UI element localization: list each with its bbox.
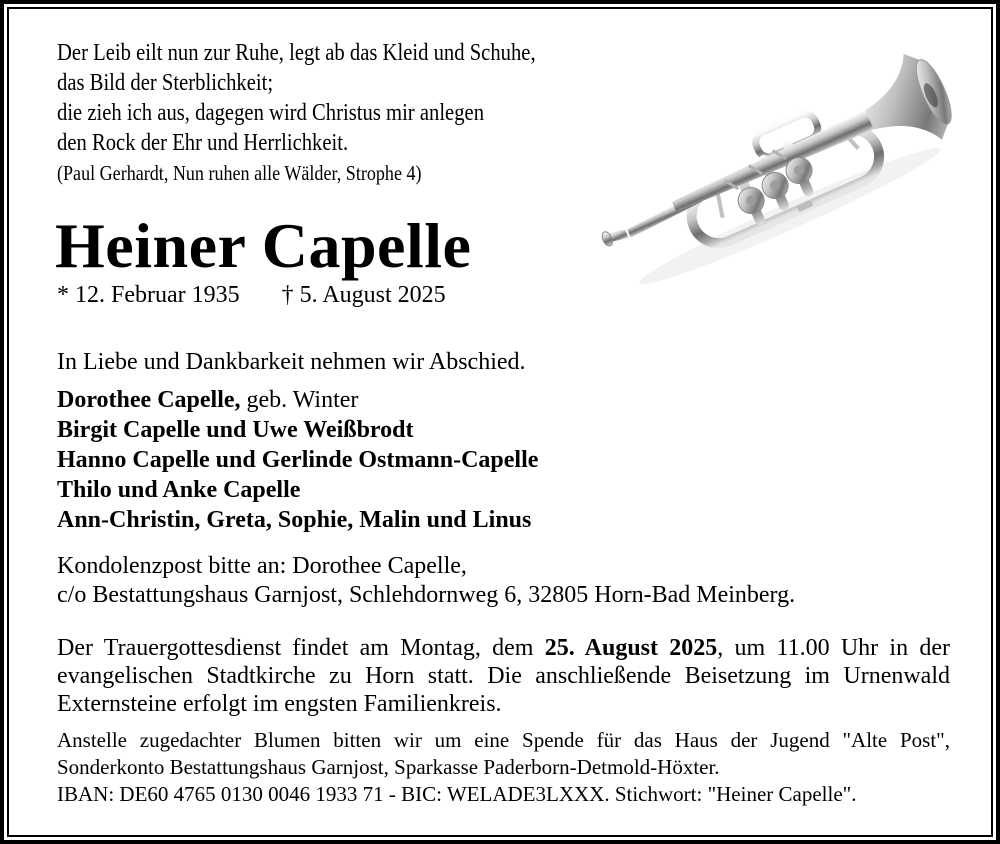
family-name-bold: Thilo und Anke Capelle	[57, 477, 301, 503]
donation-line: Sonderkonto Bestattungshaus Garnjost, Sparkasse Paderborn-Detmold-Höxter.	[57, 755, 720, 779]
service-line: Externsteine erfolgt im engsten Familienkreis.	[57, 691, 502, 717]
donation-note	[57, 727, 950, 808]
family-name-bold: Dorothee Capelle,	[57, 387, 241, 413]
condolence-address	[57, 552, 795, 610]
service-announcement	[57, 634, 950, 718]
poem-line: den Rock der Ehr und Herrlichkeit.	[57, 130, 349, 156]
poem-line: Der Leib eilt nun zur Ruhe, legt ab das Kleid und Schuhe,	[57, 40, 536, 66]
service-line: evangelischen Stadtkirche zu Horn statt. Die anschließende Beisetzung im Urnenwald	[57, 663, 950, 689]
iban-line: IBAN: DE60 4765 0130 0046 1933 71 - BIC: WELADE3LXXX. Stichwort: "Heiner Capelle".	[57, 782, 857, 806]
poem-attribution: (Paul Gerhardt, Nun ruhen alle Wälder, Strophe 4)	[57, 161, 422, 185]
condolence-line: Kondolenzpost bitte an: Dorothee Capelle,	[57, 553, 467, 579]
family-line	[57, 445, 538, 475]
service-text: Der Trauergottesdienst findet am Montag, dem	[57, 635, 545, 661]
poem-line: die zieh ich aus, dagegen wird Christus mir anlegen	[57, 100, 485, 126]
condolence-line: c/o Bestattungshaus Garnjost, Schlehdornweg 6, 32805 Horn-Bad Meinberg.	[57, 582, 796, 608]
family-name-bold: Hanno Capelle und Gerlinde Ostmann-Capelle	[57, 447, 539, 473]
service-text: , um 11.00 Uhr in der	[717, 635, 950, 661]
farewell-text: In Liebe und Dankbarkeit nehmen wir Abschied.	[57, 349, 526, 375]
poem-line: das Bild der Sterblichkeit;	[57, 70, 274, 96]
service-date-bold: 25. August 2025	[544, 635, 718, 661]
family-name-regular: geb. Winter	[240, 387, 359, 413]
family-line	[57, 415, 538, 445]
service-line	[57, 634, 950, 662]
death-date: † 5. August 2025	[281, 282, 446, 308]
family-name-bold: Ann-Christin, Greta, Sophie, Malin und Linus	[57, 507, 532, 533]
poem	[57, 38, 536, 186]
life-dates	[57, 280, 446, 310]
deceased-name: Heiner Capelle	[55, 210, 472, 281]
trumpet-image	[626, 62, 946, 254]
family-name-bold: Birgit Capelle und Uwe Weißbrodt	[57, 417, 414, 443]
family-line	[57, 385, 538, 415]
family-line	[57, 505, 538, 535]
birth-date: * 12. Februar 1935	[57, 282, 240, 308]
family-list	[57, 385, 538, 535]
donation-line: Anstelle zugedachter Blumen bitten wir um eine Spende für das Haus der Jugend "Alte Post",	[57, 728, 950, 752]
family-line	[57, 475, 538, 505]
